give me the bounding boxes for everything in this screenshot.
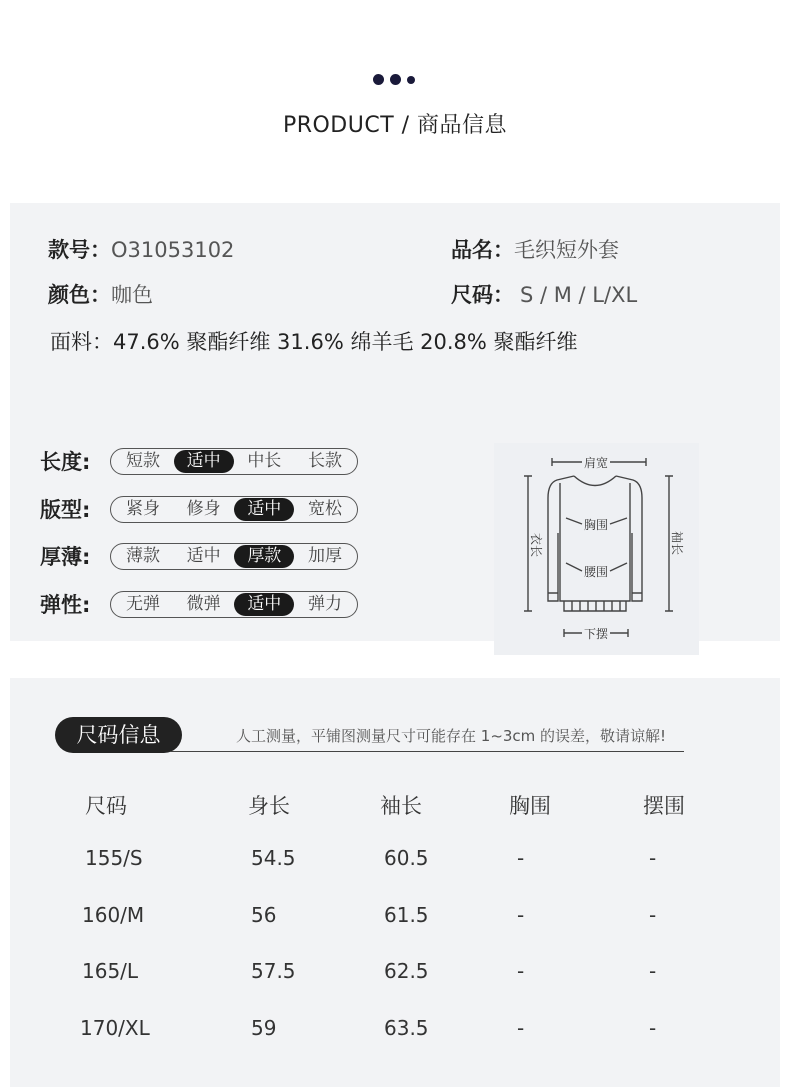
attribute-row <box>40 541 358 571</box>
sku-field <box>48 234 234 264</box>
diagram-chest-label: 胸围 <box>583 518 609 532</box>
attribute-option: 适中 <box>186 545 221 566</box>
table-cell: 61.5 <box>384 903 429 927</box>
fabric-value: 47.6% 聚酯纤维 31.6% 绵羊毛 20.8% 聚酯纤维 <box>113 330 578 354</box>
table-cell: 59 <box>251 1016 277 1040</box>
attribute-row <box>40 589 358 619</box>
table-cell: 62.5 <box>384 959 429 983</box>
fabric-field <box>50 326 578 356</box>
table-header: 身长 <box>248 794 290 818</box>
table-cell: - <box>649 959 657 983</box>
size-field <box>451 279 637 309</box>
attribute-label: 厚薄: <box>40 545 91 569</box>
table-cell: - <box>517 903 525 927</box>
sweater-diagram <box>494 443 699 655</box>
name-value: 毛织短外套 <box>514 238 619 262</box>
sku-value: O31053102 <box>111 238 235 262</box>
attribute-options <box>110 543 358 570</box>
attribute-option: 中长 <box>247 450 282 471</box>
table-cell: - <box>649 903 657 927</box>
attribute-options <box>110 591 358 618</box>
attribute-option: 适中 <box>234 593 294 616</box>
sweater-outline-icon <box>494 443 699 655</box>
diagram-hem-label: 下摆 <box>583 627 609 641</box>
table-header: 胸围 <box>509 794 551 818</box>
name-field <box>451 234 619 264</box>
attribute-option: 修身 <box>186 498 221 519</box>
decorative-dots <box>373 74 415 85</box>
diagram-waist-label: 腰围 <box>583 565 609 579</box>
attribute-option: 紧身 <box>126 498 160 519</box>
table-cell: - <box>517 1016 525 1040</box>
table-cell: - <box>517 846 525 870</box>
attribute-option: 微弹 <box>186 593 221 614</box>
attribute-label: 版型: <box>40 498 91 522</box>
attribute-option: 无弹 <box>126 593 160 614</box>
attribute-option: 适中 <box>234 498 294 521</box>
diagram-sleeve-label: 袖长 <box>670 530 684 556</box>
table-header: 袖长 <box>380 794 422 818</box>
table-header: 尺码 <box>85 794 127 818</box>
table-cell: 165/L <box>82 959 139 983</box>
table-cell: 54.5 <box>251 846 296 870</box>
table-cell: 160/M <box>82 903 145 927</box>
color-value: 咖色 <box>111 283 153 307</box>
attribute-option: 宽松 <box>307 498 342 519</box>
measurement-note: 人工测量，平铺图测量尺寸可能存在 1~3cm 的误差，敬请谅解! <box>236 727 667 745</box>
attribute-option: 加厚 <box>307 545 342 566</box>
attribute-option: 薄款 <box>126 545 160 566</box>
attribute-row <box>40 446 358 476</box>
table-cell: 56 <box>251 903 277 927</box>
attribute-option: 厚款 <box>234 545 294 568</box>
diagram-shoulder-label: 肩宽 <box>583 456 609 470</box>
table-cell: 63.5 <box>384 1016 429 1040</box>
attribute-options <box>110 448 358 475</box>
table-cell: 57.5 <box>251 959 296 983</box>
color-label: 颜色： <box>48 283 111 307</box>
table-cell: - <box>649 1016 657 1040</box>
table-cell: 60.5 <box>384 846 429 870</box>
attribute-label: 长度: <box>40 450 91 474</box>
attribute-options <box>110 496 358 523</box>
size-label: 尺码： <box>451 283 514 307</box>
attribute-option: 适中 <box>174 450 234 473</box>
table-cell: 155/S <box>85 846 143 870</box>
table-cell: 170/XL <box>80 1016 150 1040</box>
size-value: S / M / L/XL <box>520 283 638 307</box>
name-label: 品名： <box>451 238 514 262</box>
attribute-option: 弹力 <box>307 593 342 614</box>
attribute-label: 弹性: <box>40 593 91 617</box>
attribute-option: 短款 <box>126 450 160 471</box>
dot-icon <box>390 74 401 85</box>
fabric-label: 面料： <box>50 330 113 354</box>
dot-icon <box>373 74 384 85</box>
attribute-option: 长款 <box>307 450 342 471</box>
table-header: 摆围 <box>643 794 685 818</box>
table-cell: - <box>517 959 525 983</box>
divider <box>170 751 684 752</box>
sku-label: 款号： <box>48 238 111 262</box>
attribute-row <box>40 494 358 524</box>
dot-icon <box>407 76 415 84</box>
page-title: PRODUCT / 商品信息 <box>282 113 508 138</box>
diagram-length-label: 衣长 <box>529 532 543 558</box>
color-field <box>48 279 153 309</box>
size-info-badge: 尺码信息 <box>55 717 182 753</box>
table-cell: - <box>649 846 657 870</box>
